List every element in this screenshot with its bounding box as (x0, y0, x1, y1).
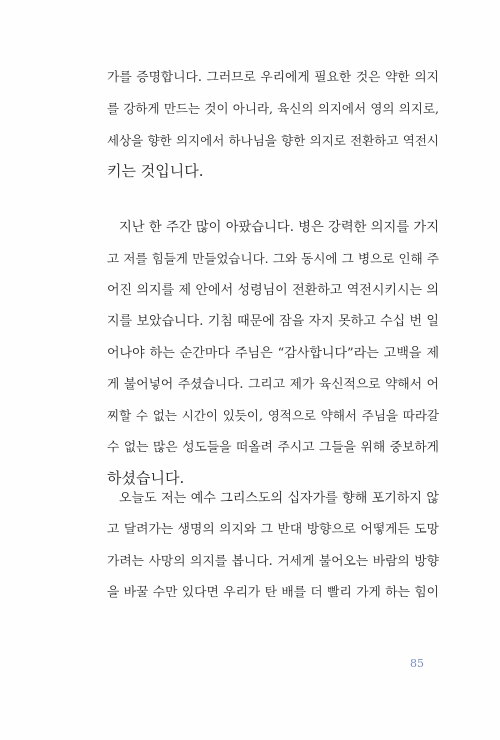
text-line: 오늘도 저는 예수 그리스도의 십자가를 향해 포기하지 않 (119, 491, 439, 506)
text-line: 가를 증명합니다. 그러므로 우리에게 필요한 것은 약한 의지 (107, 70, 439, 85)
text-line: 지를 보았습니다. 기침 때문에 잠을 자지 못하고 수십 번 일 (107, 314, 439, 330)
text-line: 찌할 수 없는 시간이 있듯이, 영적으로 약해서 주님을 따라갈 (107, 408, 439, 424)
text-line: 어나야 하는 순간마다 주님은 “감사합니다”라는 고백을 제 (107, 345, 439, 361)
text-line: 어진 의지를 제 안에서 성령님이 전환하고 역전시키시는 의 (107, 282, 439, 298)
paragraph (107, 212, 439, 495)
text-line: 고 저를 힘들게 만들었습니다. 그와 동시에 그 병으로 인해 주 (107, 251, 439, 267)
text-line: 세상을 향한 의지에서 하나님을 향한 의지로 전환하고 역전시 (107, 132, 439, 148)
page-number: 85 (410, 657, 424, 670)
text-line: 수 없는 많은 성도들을 떠올려 주시고 그들을 위해 중보하게 (107, 439, 439, 455)
text-line: 하셨습니다. (107, 469, 185, 488)
text-line: 지난 한 주간 많이 아팠습니다. 병은 강력한 의지를 가지 (119, 220, 439, 235)
paragraph (107, 483, 439, 609)
text-line: 고 달려가는 생명의 의지와 그 반대 방향으로 어떻게든 도망 (107, 522, 439, 538)
text-line: 를 강하게 만드는 것이 아니라, 육신의 의지에서 영의 의지로, (107, 101, 439, 117)
text-line: 을 바꿀 수만 있다면 우리가 탄 배를 더 빨리 가게 하는 힘이 (107, 585, 439, 601)
text-line: 키는 것입니다. (107, 162, 204, 181)
text-line: 게 불어넣어 주셨습니다. 그리고 제가 육신적으로 약해서 어 (107, 376, 439, 392)
text-line: 가려는 사망의 의지를 봅니다. 거세게 불어오는 바람의 방향 (107, 553, 439, 569)
paragraph (107, 62, 439, 188)
